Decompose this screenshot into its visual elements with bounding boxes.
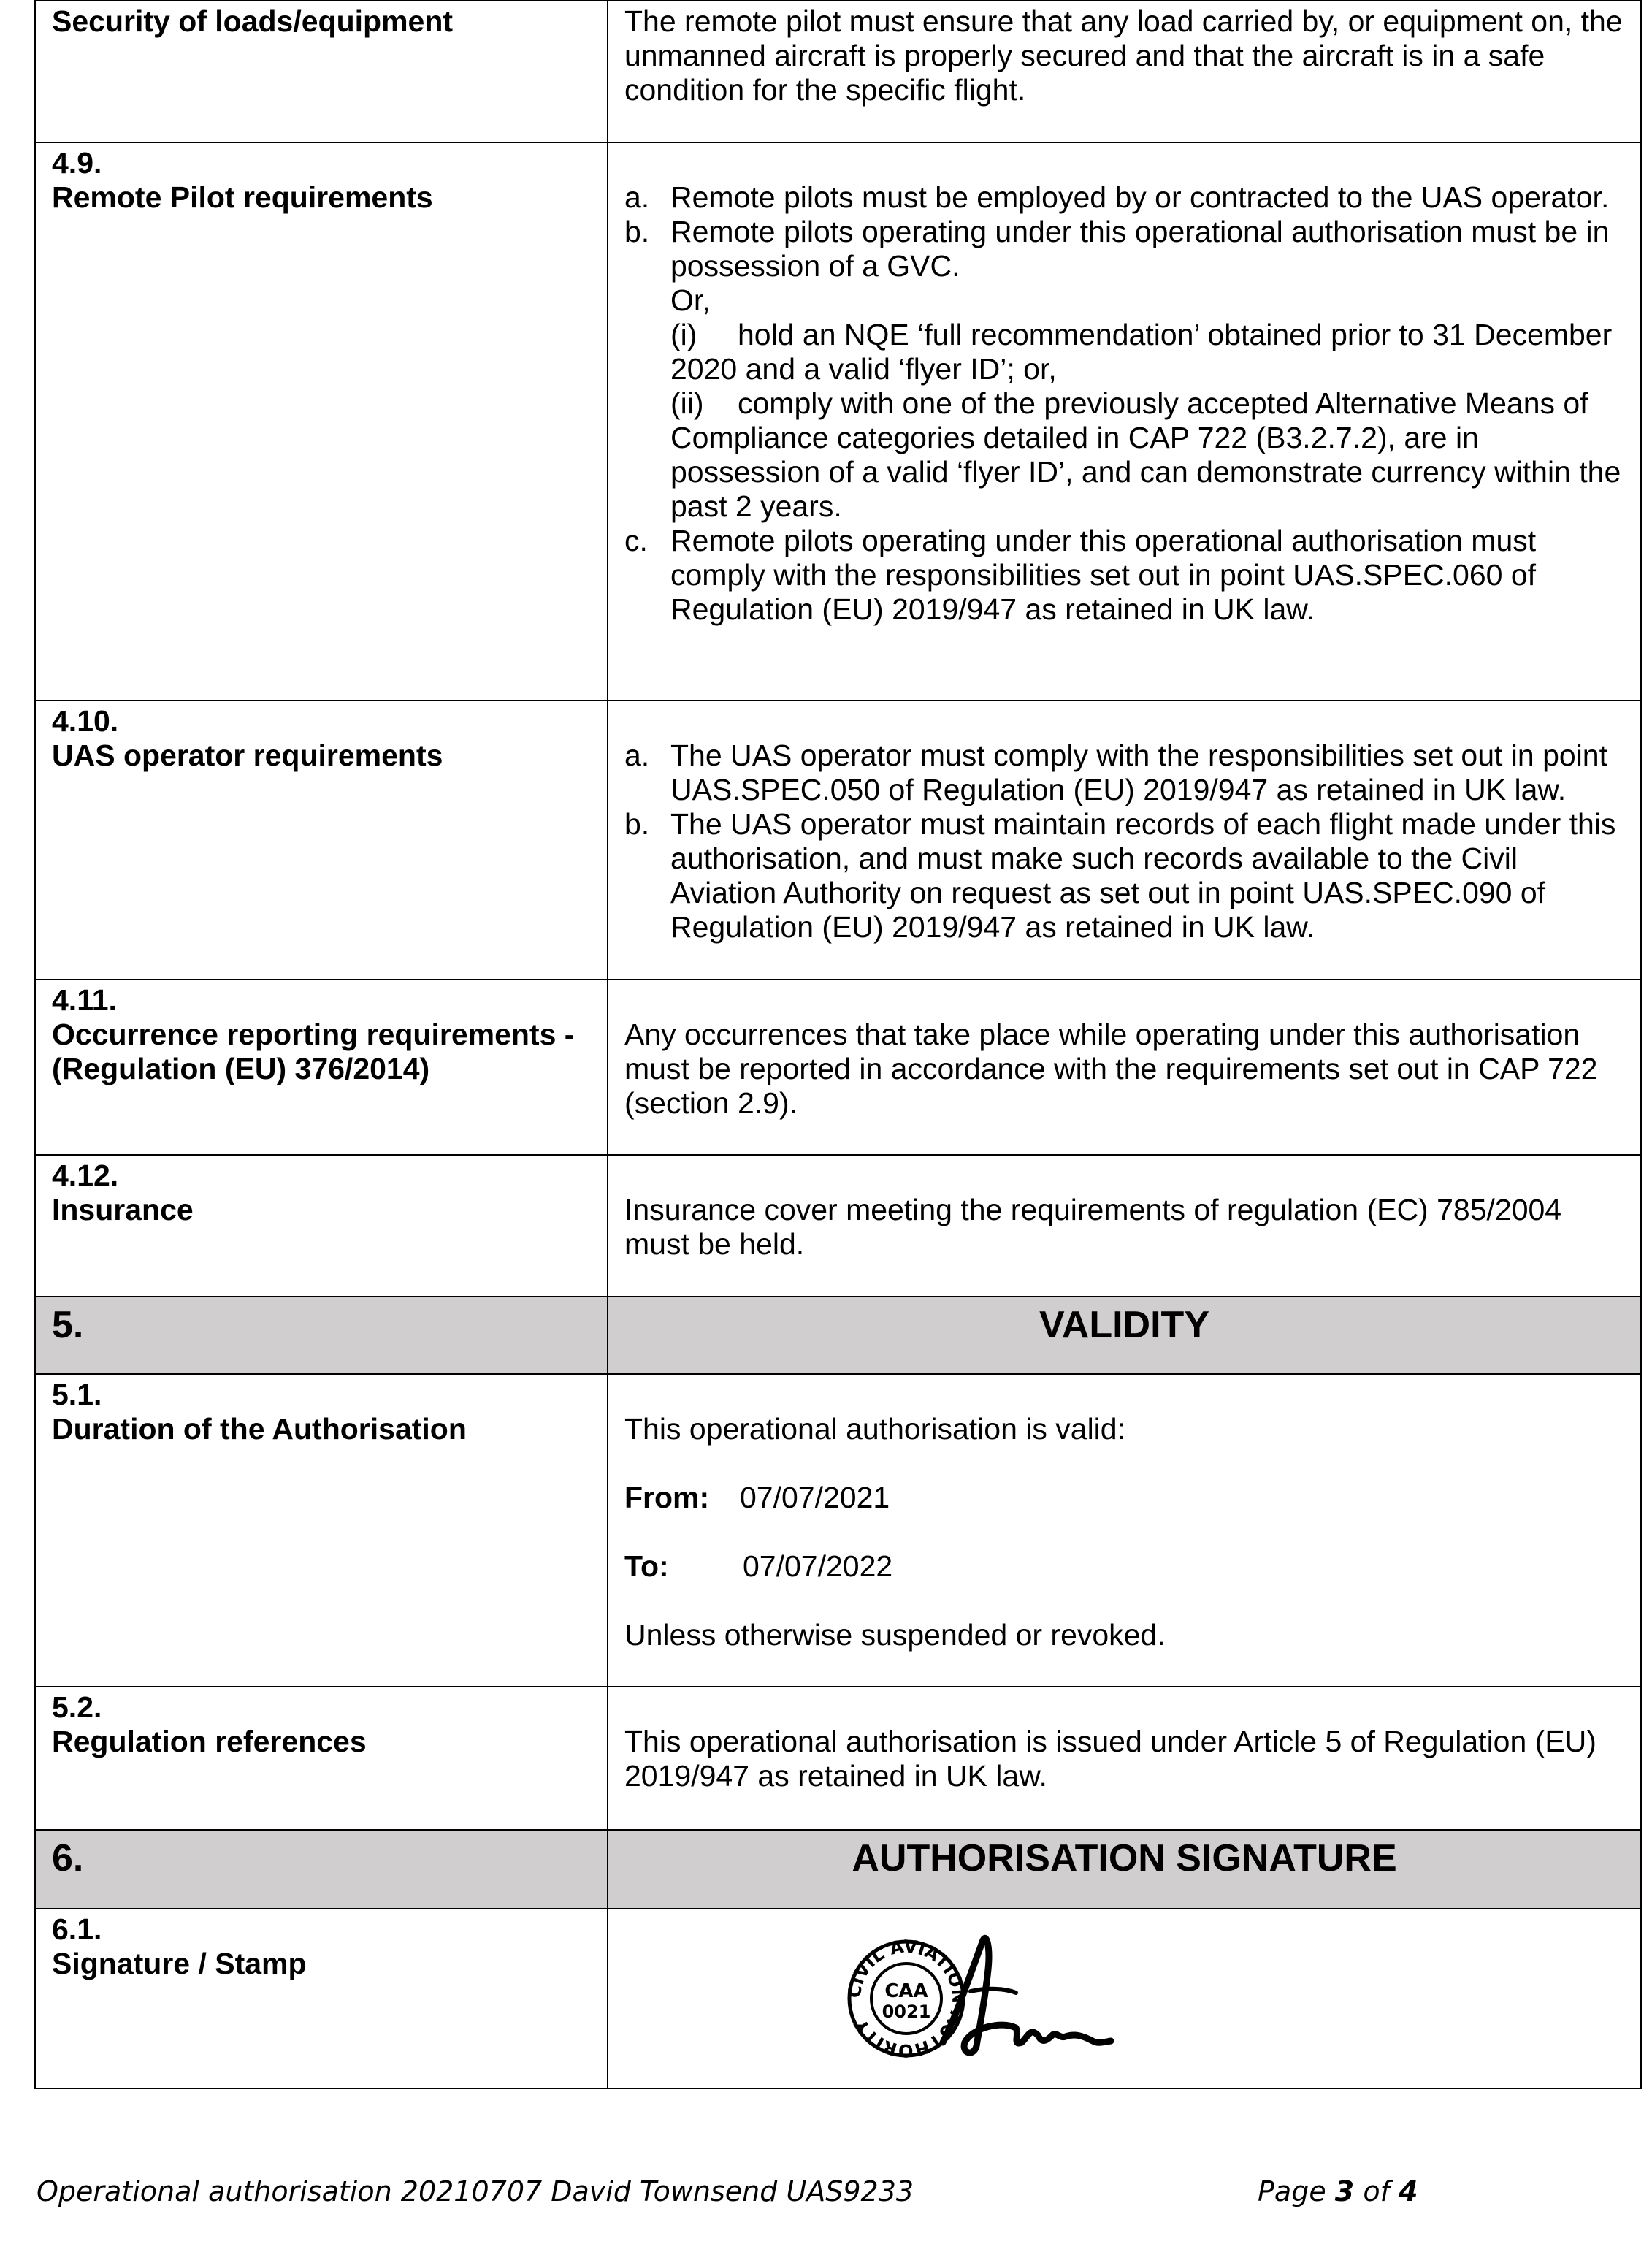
list-item-text: The UAS operator must maintain records of each flight made under this authorisation, and must make such records available to the Civil Aviation Authority on request as set out in point UAS.SPEC.090 of Regulation (EU) 2019/947 as retained in UK law.	[670, 807, 1616, 944]
row-occurrence	[35, 980, 1641, 1155]
list-marker: a.	[624, 180, 650, 214]
row-label-text: UAS operator requirements	[52, 739, 443, 772]
page-current: 3	[1334, 2175, 1355, 2207]
row-label	[35, 1155, 608, 1297]
section-title: VALIDITY	[608, 1297, 1641, 1374]
sub-item-text: comply with one of the previously accepted Alternative Means of Compliance categories detailed in CAP 722 (B3.2.7.2), are in possession of a valid ‘flyer ID’, and can demonstrate currency within the past 2 years.	[670, 386, 1621, 523]
sub-marker: (ii)	[670, 386, 704, 420]
row-number: 4.9.	[52, 146, 102, 180]
row-duration	[35, 1374, 1641, 1687]
sub-item	[670, 318, 1623, 386]
occurrence-text: Any occurrences that take place while operating under this authorisation must be reported in accordance with the requirements set out in CAP 722 (section 2.9).	[624, 1018, 1598, 1120]
row-label	[35, 1374, 608, 1687]
to-label: To:	[624, 1549, 669, 1583]
row-value	[608, 980, 1641, 1155]
row-label	[35, 980, 608, 1155]
footer-page-number	[1258, 2175, 1418, 2207]
row-label	[35, 142, 608, 701]
row-value	[608, 1374, 1641, 1687]
row-regulation	[35, 1687, 1641, 1830]
stamp-ring-text: CIVIL AVIATION AUTHORITY	[844, 1936, 969, 2061]
row-label-text: Occurrence reporting requirements - (Regulation (EU) 376/2014)	[52, 1018, 575, 1085]
valid-from	[624, 1481, 1623, 1515]
page-prefix: Page	[1258, 2175, 1326, 2207]
row-value	[608, 1155, 1641, 1297]
row-number: 5.1.	[52, 1378, 102, 1411]
list-item-text: The UAS operator must comply with the responsibilities set out in point UAS.SPEC.050 of Regulation (EU) 2019/947 as retained in UK law.	[670, 739, 1607, 806]
uas-operator-list	[624, 739, 1623, 944]
row-label-text: Duration of the Authorisation	[52, 1412, 467, 1446]
row-number: 5.2.	[52, 1690, 102, 1724]
row-label-text: Signature / Stamp	[52, 1947, 307, 1980]
list-marker: c.	[624, 524, 648, 557]
list-item	[624, 180, 1623, 215]
page-total: 4	[1399, 2175, 1418, 2207]
insurance-text: Insurance cover meeting the requirements of regulation (EC) 785/2004 must be held.	[624, 1193, 1562, 1261]
row-number: 6.1.	[52, 1912, 102, 1946]
row-number: 4.11.	[52, 983, 117, 1017]
list-marker: b.	[624, 807, 650, 841]
sub-item-text: hold an NQE ‘full recommendation’ obtained prior to 31 December 2020 and a valid ‘flyer ID’; or,	[670, 318, 1613, 386]
list-marker: b.	[624, 215, 650, 248]
authorisation-document	[34, 0, 1642, 2089]
authorisation-table	[34, 0, 1642, 2089]
section-validity-header	[35, 1297, 1641, 1374]
row-remote-pilot	[35, 142, 1641, 701]
from-label: From:	[624, 1481, 710, 1514]
valid-to	[624, 1549, 1623, 1584]
list-item-text: Remote pilots operating under this operational authorisation must be in possession of a GVC.	[670, 215, 1610, 283]
footer-document-title: Operational authorisation 20210707 David Townsend UAS9233	[37, 2175, 914, 2207]
row-value	[608, 1, 1641, 142]
remote-pilot-list	[624, 180, 1623, 627]
list-item	[624, 739, 1623, 807]
stamp-center-number: 0021	[882, 2001, 931, 2022]
list-marker: a.	[624, 739, 650, 772]
caa-stamp	[833, 1926, 1140, 2072]
stamp-center-caa: CAA	[884, 1980, 928, 2002]
row-label	[35, 701, 608, 980]
row-number: 4.12.	[52, 1159, 119, 1192]
security-text: The remote pilot must ensure that any load carried by, or equipment on, the unmanned aircraft is properly secured and that the aircraft is in a safe condition for the specific flight.	[624, 4, 1623, 107]
sub-item	[670, 386, 1623, 524]
section-title: AUTHORISATION SIGNATURE	[608, 1830, 1641, 1909]
list-item-text: Remote pilots must be employed by or contracted to the UAS operator.	[670, 180, 1610, 214]
or-text: Or,	[670, 283, 711, 317]
row-label-text: Remote Pilot requirements	[52, 180, 433, 214]
row-label	[35, 1909, 608, 2088]
duration-outro: Unless otherwise suspended or revoked.	[624, 1618, 1166, 1652]
list-item	[624, 215, 1623, 524]
signature-area	[624, 1912, 1623, 2073]
row-label-text: Insurance	[52, 1193, 194, 1226]
row-insurance	[35, 1155, 1641, 1297]
row-value	[608, 142, 1641, 701]
row-value	[608, 1687, 1641, 1830]
row-label	[35, 1687, 608, 1830]
section-number: 5.	[35, 1297, 608, 1374]
row-value	[608, 701, 1641, 980]
page-of: of	[1363, 2175, 1390, 2207]
list-item	[624, 524, 1623, 627]
row-security	[35, 1, 1641, 142]
row-number: 4.10.	[52, 704, 119, 738]
list-item	[624, 807, 1623, 944]
section-signature-header	[35, 1830, 1641, 1909]
section-number: 6.	[35, 1830, 608, 1909]
duration-intro: This operational authorisation is valid:	[624, 1412, 1125, 1446]
to-date: 07/07/2022	[743, 1549, 893, 1583]
row-label-text: Regulation references	[52, 1725, 367, 1758]
list-item-text: Remote pilots operating under this operational authorisation must comply with the responsibilities set out in point UAS.SPEC.060 of Regulation (EU) 2019/947 as retained in UK law.	[670, 524, 1537, 626]
sub-marker: (i)	[670, 318, 697, 351]
row-label-text: Security of loads/equipment	[52, 4, 454, 38]
row-value	[608, 1909, 1641, 2088]
row-label	[35, 1, 608, 142]
regulation-text: This operational authorisation is issued under Article 5 of Regulation (EU) 2019/947 as retained in UK law.	[624, 1725, 1596, 1793]
from-date: 07/07/2021	[740, 1481, 890, 1514]
row-signature	[35, 1909, 1641, 2088]
row-uas-operator	[35, 701, 1641, 980]
